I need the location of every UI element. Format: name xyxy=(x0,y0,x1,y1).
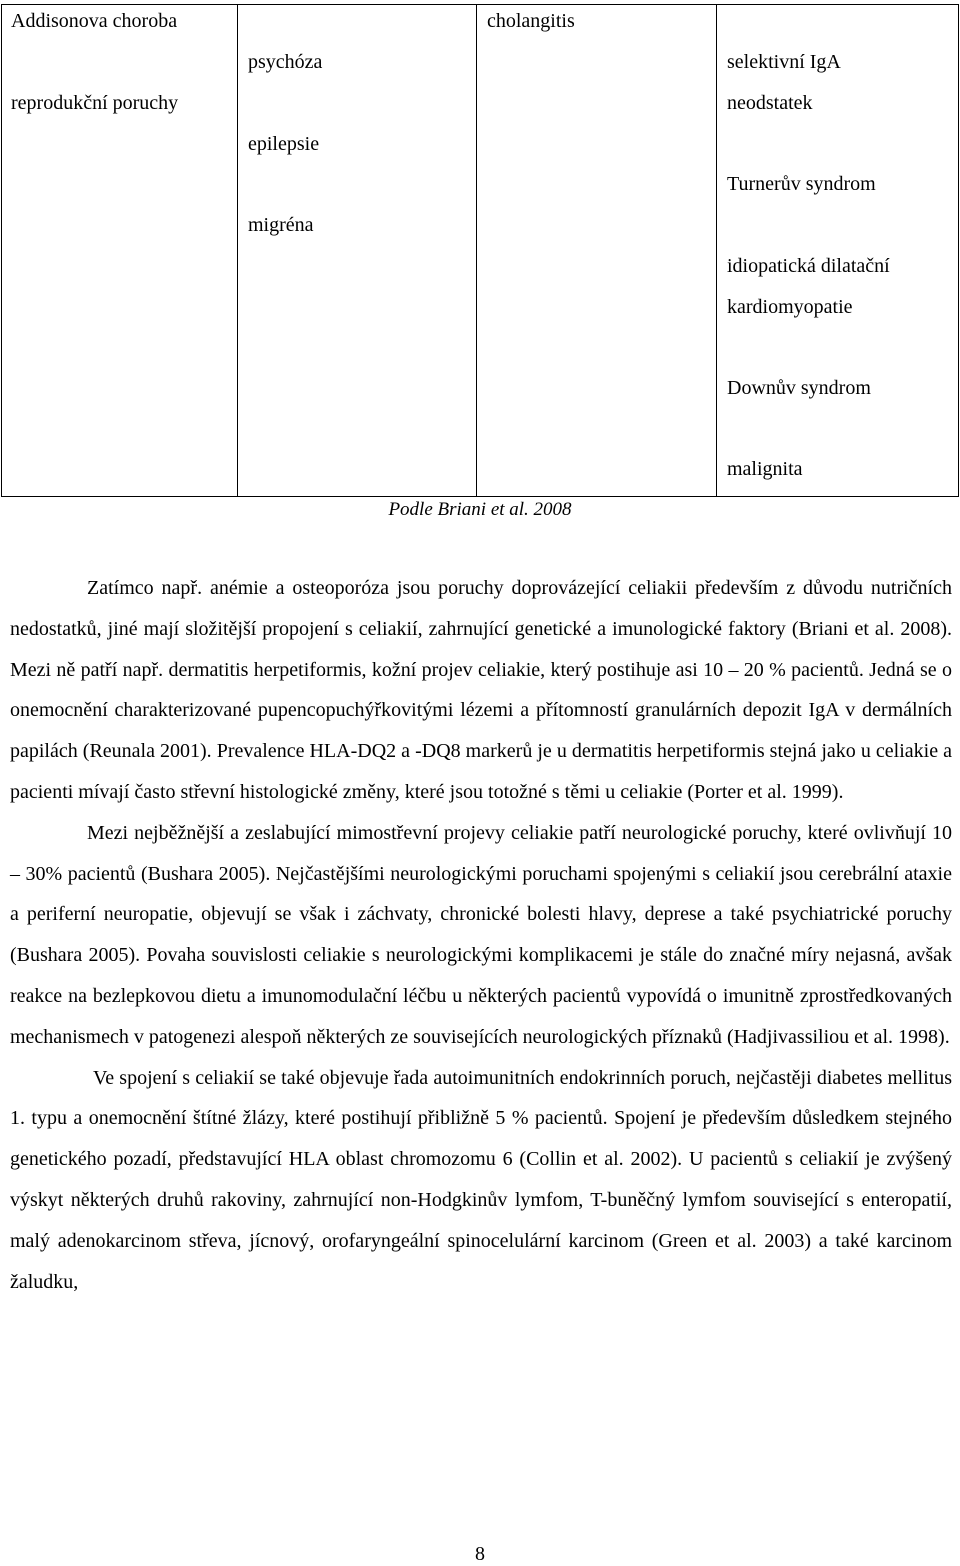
table-cell-col4-item: neodstatek xyxy=(727,92,813,114)
table-divider-3 xyxy=(716,4,717,497)
table-cell-col1-item: reprodukční poruchy xyxy=(11,92,179,114)
table-divider-1 xyxy=(237,4,238,497)
table-cell-col2-item: epilepsie xyxy=(248,133,320,155)
disease-table xyxy=(1,4,959,497)
paragraph: Zatímco např. anémie a osteoporóza jsou poruchy doprovázející celiakii především z důvodu nutričních nedostatků, jiné mají složitější propojení s celiakií, zahrnující genetické a imunologické faktory (Briani et al. 2008). Mezi ně patří např. dermatitis herpetiformis, kožní projev celiakie, který postihuje asi 10 – 20 % pacientů. Jedná se o onemocnění charakterizované pupencopuchýřkovitými lézemi a přítomností granulárních depozit IgA v dermálních papilách (Reunala 2001). Prevalence HLA-DQ2 a -DQ8 markerů je u dermatitis herpetiformis stejná jako u celiakie a pacienti mívají často střevní histologické změny, které jsou totožné s těmi u celiakie (Porter et al. 1999). xyxy=(10,577,952,803)
table-caption: Podle Briani et al. 2008 xyxy=(388,499,572,520)
table-cell-col4-item: malignita xyxy=(727,458,803,480)
table-cell-col4-item: kardiomyopatie xyxy=(727,296,853,318)
paragraph: Mezi nejběžnější a zeslabující mimostřevní projevy celiakie patří neurologické poruchy, které ovlivňují 10 – 30% pacientů (Bushara 2005). Nejčastějšími neurologickými poruchami spojenými s celiakií jsou cerebrální ataxie a periferní neuropatie, objevují se však i záchvaty, chronické bolesti hlavy, deprese a také psychiatrické poruchy (Bushara 2005). Povaha souvislosti celiakie s neurologickými komplikacemi je stále do značné míry nejasná, avšak reakce na bezlepkovou dietu a imunomodulační léčbu u některých pacientů vypovídá o imunitně zprostředkovaných mechanismech v patogenezi alespoň některých ze souvisejících neurologických příznaků (Hadjivassiliou et al. 1998). xyxy=(10,821,952,1048)
table-cell-col3-item: cholangitis xyxy=(487,10,575,32)
table-cell-col4-item: idiopatická dilatační xyxy=(727,255,890,277)
table-cell-col2-item: psychóza xyxy=(248,51,323,73)
table-cell-col4-item: selektivní IgA xyxy=(727,51,841,73)
paragraph: Ve spojení s celiakií se také objevuje řada autoimunitních endokrinních poruch, nejčastěji diabetes mellitus 1. typu a onemocnění štítné žlázy, které postihují přibližně 5 % pacientů. Spojení je především důsledkem stejného genetického pozadí, představující HLA oblast chromozomu 6 (Collin et al. 2002). U pacientů s celiakií je zvýšený výskyt některých druhů rakoviny, zahrnující non-Hodgkinův lymfom, T-buněčný lymfom související s enteropatií, malý adenokarcinom střeva, jícnový, orofaryngeální spinocelulární karcinom (Green et al. 2003) a také karcinom žaludku, xyxy=(10,1066,952,1293)
table-cell-col2-item: migréna xyxy=(248,214,314,236)
page-number: 8 xyxy=(475,1543,485,1565)
table-cell-col4-item: Downův syndrom xyxy=(727,377,871,399)
table-cell-col1-item: Addisonova choroba xyxy=(11,10,178,32)
table-divider-2 xyxy=(476,4,477,497)
table-cell-col4-item: Turnerův syndrom xyxy=(727,173,876,195)
body-text xyxy=(10,568,952,1302)
